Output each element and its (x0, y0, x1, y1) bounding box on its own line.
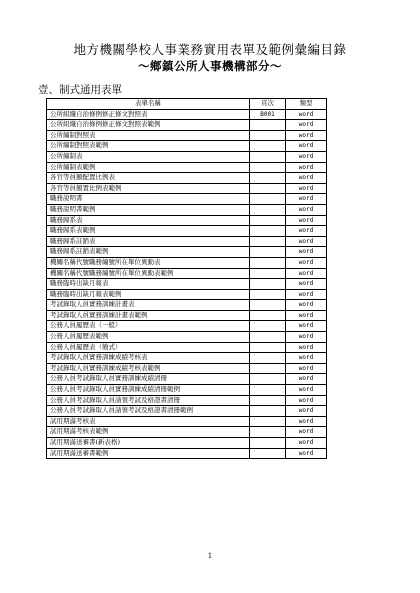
table-row (47, 310, 327, 321)
table-row (47, 120, 327, 131)
type-link[interactable]: word (286, 215, 327, 226)
table-row (47, 204, 327, 215)
type-link[interactable]: word (286, 162, 327, 173)
form-name-cell: 公務人員考試錄取人員實務訓練成績清冊 (47, 374, 250, 385)
table-row (47, 109, 327, 120)
form-name-cell: 職務臨時出缺月報表範例 (47, 289, 250, 300)
type-link[interactable]: word (286, 226, 327, 237)
table-row (47, 395, 327, 406)
form-name-cell: 公務人員履歷表（一般） (47, 321, 250, 332)
table-row (47, 257, 327, 268)
type-link[interactable]: word (286, 406, 327, 417)
type-link[interactable]: word (286, 332, 327, 343)
page-cell (250, 130, 286, 141)
table-row (47, 236, 327, 247)
page-cell (250, 141, 286, 152)
table-row (47, 215, 327, 226)
page-cell (250, 363, 286, 374)
form-name-cell: 職務歸系表 (47, 215, 250, 226)
form-name-cell: 機關名稱代號職務編號所在單位異動表 (47, 257, 250, 268)
page-cell (250, 374, 286, 385)
page-cell (250, 310, 286, 321)
table-body (47, 109, 327, 459)
form-name-cell: 公所組織自治條例修正條文對照表 (47, 109, 250, 120)
form-name-cell: 公所編制對照表範例 (47, 141, 250, 152)
page-cell: B001 (250, 109, 286, 120)
type-link[interactable]: word (286, 363, 327, 374)
type-link[interactable]: word (286, 173, 327, 184)
page-cell (250, 300, 286, 311)
form-name-cell: 公所編制表 (47, 151, 250, 162)
form-name-cell: 公務人員履歷表範例 (47, 332, 250, 343)
form-name-cell: 各官等員額配置比例表 (47, 173, 250, 184)
type-link[interactable]: word (286, 236, 327, 247)
page-cell (250, 321, 286, 332)
type-link[interactable]: word (286, 279, 327, 290)
page-cell (250, 120, 286, 131)
page-cell (250, 406, 286, 417)
page-cell (250, 448, 286, 459)
form-name-cell: 試用期滿送審書(新表格) (47, 438, 250, 449)
table-row (47, 342, 327, 353)
table-row (47, 438, 327, 449)
form-name-cell: 公所編制對照表 (47, 130, 250, 141)
table-row (47, 141, 327, 152)
table-row (47, 416, 327, 427)
table-row (47, 183, 327, 194)
page-cell (250, 183, 286, 194)
form-name-cell: 考試錄取人員實務訓練計畫表範例 (47, 310, 250, 321)
header-type: 類型 (286, 99, 327, 110)
type-link[interactable]: word (286, 151, 327, 162)
page-cell (250, 268, 286, 279)
forms-table (46, 98, 327, 459)
table-row (47, 151, 327, 162)
table-row (47, 374, 327, 385)
page-cell (250, 151, 286, 162)
page-cell (250, 353, 286, 364)
table-row (47, 406, 327, 417)
page-cell (250, 226, 286, 237)
table-row (47, 427, 327, 438)
type-link[interactable]: word (286, 374, 327, 385)
table-row (47, 385, 327, 396)
type-link[interactable]: word (286, 416, 327, 427)
page-number: 1 (207, 552, 213, 560)
type-link[interactable]: word (286, 385, 327, 396)
type-link[interactable]: word (286, 268, 327, 279)
page-cell (250, 395, 286, 406)
type-link[interactable]: word (286, 300, 327, 311)
table-row (47, 162, 327, 173)
form-name-cell: 試用期滿考核表範例 (47, 427, 250, 438)
table-row (47, 226, 327, 237)
page-cell (250, 204, 286, 215)
form-name-cell: 公務人員考試錄取人員請領考試及格證書清冊 (47, 395, 250, 406)
page-cell (250, 194, 286, 205)
document-subtitle: 〜鄉鎮公所人事機構部分〜 (138, 59, 282, 73)
type-link[interactable]: word (286, 141, 327, 152)
form-name-cell: 公所編制表範例 (47, 162, 250, 173)
table-row (47, 194, 327, 205)
type-link[interactable]: word (286, 120, 327, 131)
page-cell (250, 236, 286, 247)
type-link[interactable]: word (286, 310, 327, 321)
form-name-cell: 職務歸系註銷表範例 (47, 247, 250, 258)
type-link[interactable]: word (286, 183, 327, 194)
page-cell (250, 427, 286, 438)
page-cell (250, 247, 286, 258)
table-row (47, 247, 327, 258)
section-heading: 壹、制式通用表單 (38, 84, 122, 96)
type-link[interactable]: word (286, 204, 327, 215)
type-link[interactable]: word (286, 289, 327, 300)
page-cell (250, 342, 286, 353)
form-name-cell: 考試錄取人員實務訓練計畫表 (47, 300, 250, 311)
header-page: 頁次 (250, 99, 286, 110)
table-row (47, 363, 327, 374)
table-row (47, 353, 327, 364)
table-row (47, 332, 327, 343)
page-cell (250, 416, 286, 427)
page-cell (250, 332, 286, 343)
type-link[interactable]: word (286, 109, 327, 120)
type-link[interactable]: word (286, 342, 327, 353)
form-name-cell: 職務臨時出缺月報表 (47, 279, 250, 290)
form-name-cell: 考試錄取人員實務訓練成績考核表範例 (47, 363, 250, 374)
table-row (47, 321, 327, 332)
form-name-cell: 職務歸系表範例 (47, 226, 250, 237)
form-name-cell: 試用期滿考核表 (47, 416, 250, 427)
type-link[interactable]: word (286, 448, 327, 459)
page-cell (250, 257, 286, 268)
page-cell (250, 289, 286, 300)
type-link[interactable]: word (286, 353, 327, 364)
form-name-cell: 職務說明書範例 (47, 204, 250, 215)
form-name-cell: 公務人員履歷表（簡式） (47, 342, 250, 353)
page-cell (250, 215, 286, 226)
table-row (47, 268, 327, 279)
page-cell (250, 438, 286, 449)
type-link[interactable]: word (286, 194, 327, 205)
form-name-cell: 各官等員額置比例表範例 (47, 183, 250, 194)
form-name-cell: 職務歸系註銷表 (47, 236, 250, 247)
document-title: 地方機關學校人事業務實用表單及範例彙編目錄 (73, 42, 347, 57)
type-link[interactable]: word (286, 257, 327, 268)
form-name-cell: 公務人員考試錄取人員實務訓練成績清冊範例 (47, 385, 250, 396)
table-row (47, 279, 327, 290)
type-link[interactable]: word (286, 438, 327, 449)
page-cell (250, 385, 286, 396)
form-name-cell: 考試錄取人員實務訓練成績考核表 (47, 353, 250, 364)
type-link[interactable]: word (286, 130, 327, 141)
table-row (47, 289, 327, 300)
page-cell (250, 279, 286, 290)
form-name-cell: 機關名稱代號職務編號所在單位異動表範例 (47, 268, 250, 279)
type-link[interactable]: word (286, 321, 327, 332)
page-cell (250, 173, 286, 184)
table-row (47, 130, 327, 141)
header-form-name: 表單名稱 (47, 99, 250, 110)
type-link[interactable]: word (286, 247, 327, 258)
form-name-cell: 公所組織自治條例修正條文對照表範例 (47, 120, 250, 131)
form-name-cell: 試用期滿送審書範例 (47, 448, 250, 459)
type-link[interactable]: word (286, 427, 327, 438)
page-cell (250, 162, 286, 173)
form-name-cell: 職務說明書 (47, 194, 250, 205)
form-name-cell: 公務人員考試錄取人員請領考試及格證書清冊範例 (47, 406, 250, 417)
table-row (47, 300, 327, 311)
table-row (47, 173, 327, 184)
type-link[interactable]: word (286, 395, 327, 406)
table-row (47, 448, 327, 459)
table-header-row (47, 99, 327, 110)
